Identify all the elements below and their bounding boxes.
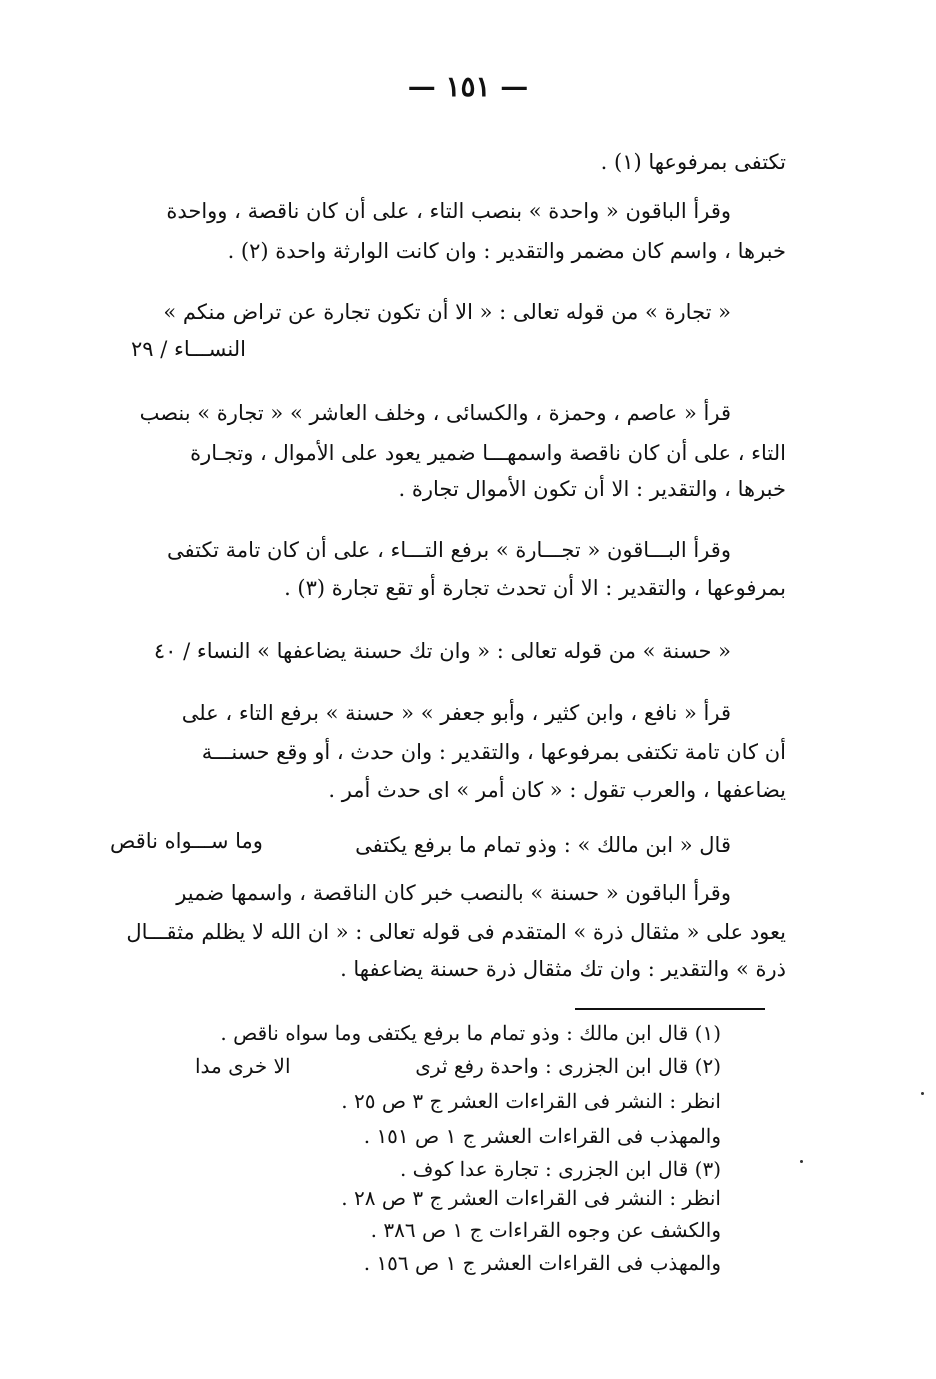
body-line-19: ذرة » والتقدير : وان تك مثقال ذرة حسنة يضاعفها . (340, 957, 786, 981)
page-number: — ١٥١ — (407, 70, 529, 103)
body-line-7: التاء ، على أن كان ناقصة واسمهـــا ضمير يعود على الأموال ، وتجـارة (190, 441, 786, 465)
footnote-3-reference-3: والمهذب فى القراءات العشر ج ١ ص ١٥٦ . (363, 1251, 721, 1275)
footnote-3-reference-2: والكشف عن وجوه القراءات ج ١ ص ٣٨٦ . (370, 1218, 721, 1242)
footnote-2-reference-1: انظر : النشر فى القراءات العشر ج ٣ ص ٢٥ . (341, 1089, 721, 1113)
scan-speck (800, 1160, 803, 1163)
footnote-2-reference-2: والمهذب فى القراءات العشر ج ١ ص ١٥١ . (363, 1124, 721, 1148)
body-line-5: النســـاء / ٢٩ (130, 337, 246, 361)
verse-first-hemistich: قال « ابن مالك » : وذو تمام ما برفع يكتفى (355, 833, 731, 857)
body-line-12: قرأ « نافع ، وابن كثير ، وأبو جعفر » « حسنة » برفع التاء ، على (181, 701, 731, 725)
body-line-4: « تجارة » من قوله تعالى : « الا أن تكون تجارة عن تراض منكم » (163, 300, 731, 324)
scan-speck (921, 1092, 924, 1095)
body-line-3: خبرها ، واسم كان مضمر والتقدير : وان كانت الوارثة واحدة (٢) . (227, 239, 786, 263)
footnote-3: (٣) قال ابن الجزرى : تجارة عدا كوف . (399, 1157, 721, 1181)
verse-second-hemistich: وما ســـواه ناقص (110, 829, 263, 853)
body-line-10: بمرفوعها ، والتقدير : الا أن تحدث تجارة أو تقع تجارة (٣) . (284, 576, 786, 600)
body-line-11: « حسنة » من قوله تعالى : « وان تك حسنة يضاعفها » النساء / ٤٠ (153, 639, 731, 663)
body-line-9: وقرأ البـــاقون « تجـــارة » برفع التـــاء ، على أن كان تامة تكتفى (167, 538, 731, 562)
footnote-3-reference-1: انظر : النشر فى القراءات العشر ج ٣ ص ٢٨ . (341, 1186, 721, 1210)
body-line-2: وقرأ الباقون « واحدة » بنصب التاء ، على أن كان ناقصة ، وواحدة (166, 199, 731, 223)
body-line-18: يعود على « مثقال ذرة » المتقدم فى قوله تعالى : « ان الله لا يظلم مثقـــال (126, 920, 786, 944)
footnote-2: (٢) قال ابن الجزرى : واحدة رفع ثرى (415, 1054, 721, 1078)
footnote-separator (575, 1008, 765, 1010)
body-line-8: خبرها ، والتقدير : الا أن تكون الأموال تجارة . (398, 477, 786, 501)
body-line-1: تكتفى بمرفوعها (١) . (600, 150, 786, 174)
footnote-1: (١) قال ابن مالك : وذو تمام ما برفع يكتفى وما سواه ناقص . (220, 1021, 721, 1045)
body-line-6: قرأ « عاصم ، وحمزة ، والكسائى ، وخلف العاشر » « تجارة » بنصب (139, 401, 731, 425)
footnote-2-continuation: الا خرى مدا (195, 1054, 291, 1078)
body-line-13: أن كان تامة تكتفى بمرفوعها ، والتقدير : وان حدث ، أو وقع حسنـــة (201, 740, 786, 764)
body-line-14: يضاعفها ، والعرب تقول : « كان أمر » اى حدث أمر . (328, 778, 786, 802)
body-line-17: وقرأ الباقون « حسنة » بالنصب خبر كان الناقصة ، واسمها ضمير (176, 881, 731, 905)
